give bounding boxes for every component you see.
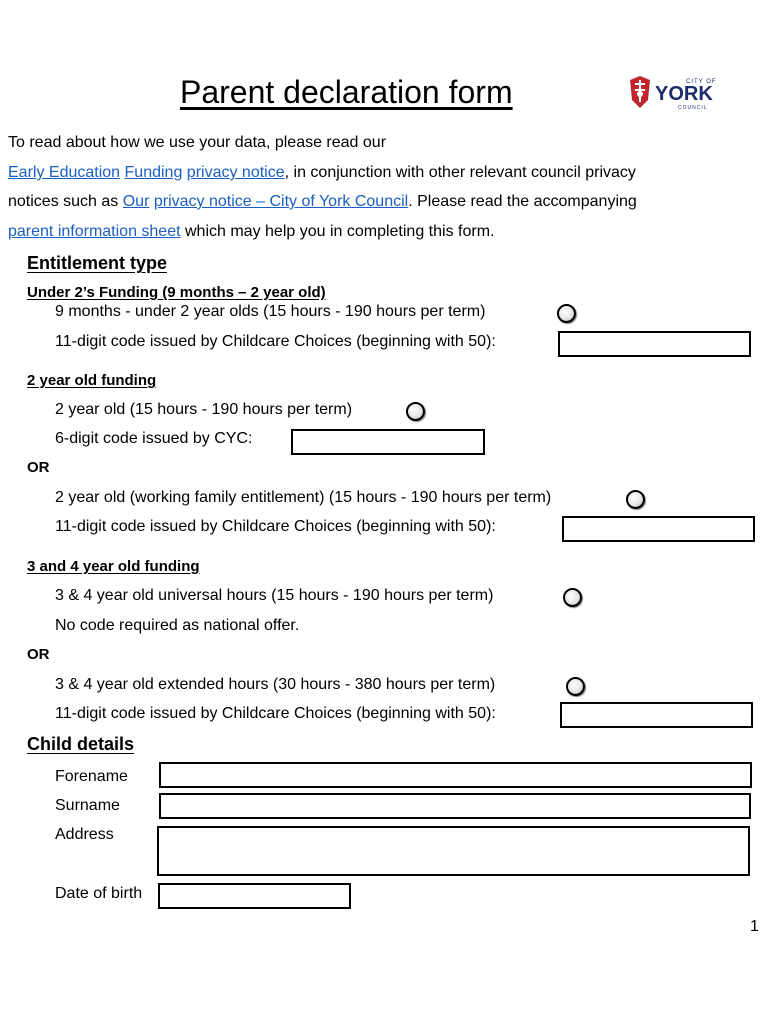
two-year-code-input[interactable] [291,429,485,455]
city-of-york-council-logo [628,74,728,114]
under2-code-input[interactable] [558,331,751,357]
logo-top-text: CITY OF [686,79,717,85]
three-four-extended-radio[interactable] [566,677,585,696]
under2-code-label: 11-digit code issued by Childcare Choices (beginning with 50): [55,333,496,350]
logo-main-text: YORK [655,83,713,105]
forename-input[interactable] [159,762,752,788]
our-link[interactable]: Our [122,193,150,210]
entitlement-heading: Entitlement type [27,253,168,273]
two-year-radio[interactable] [406,402,425,421]
intro-line-3 [8,193,637,211]
intro-line-2 [8,164,636,182]
privacy-notice-link[interactable]: privacy notice [186,164,285,181]
surname-label: Surname [55,797,120,814]
surname-input[interactable] [159,793,751,819]
council-privacy-notice-link[interactable]: privacy notice – City of York Council [153,193,409,210]
two-year-or-label: OR [27,459,50,476]
logo-bottom-text: COUNCIL [678,105,708,111]
two-year-code-label: 6-digit code issued by CYC: [55,430,253,447]
address-label: Address [55,826,114,843]
intro-line-1: To read about how we use your data, please read our [8,134,387,151]
dob-input[interactable] [158,883,351,909]
page-title: Parent declaration form [180,74,513,110]
three-four-universal-label: 3 & 4 year old universal hours (15 hours - 190 hours per term) [55,587,494,604]
intro-line-4 [8,223,494,241]
intro-line-4-rest: which may help you in completing this form. [180,223,495,240]
dob-label: Date of birth [55,885,143,902]
forename-label: Forename [55,768,128,785]
intro-line-3-rest: . Please read the accompanying [408,193,637,210]
two-year-wf-option-label: 2 year old (working family entitlement) (15 hours - 190 hours per term) [55,489,552,506]
early-education-link[interactable]: Early Education [8,164,121,181]
under2-radio[interactable] [557,304,576,323]
intro-line-2-rest: , in conjunction with other relevant council privacy [284,164,636,181]
three-four-extended-label: 3 & 4 year old extended hours (30 hours - 380 hours per term) [55,676,496,693]
two-year-option-label: 2 year old (15 hours - 190 hours per term) [55,401,353,418]
funding-link[interactable]: Funding [124,164,183,181]
address-input[interactable] [157,826,750,876]
three-four-universal-radio[interactable] [563,588,582,607]
three-four-heading: 3 and 4 year old funding [27,558,200,575]
under2-option-label: 9 months - under 2 year olds (15 hours - 190 hours per term) [55,303,486,320]
two-year-heading: 2 year old funding [27,372,157,389]
two-year-wf-radio[interactable] [626,490,645,509]
three-four-no-code-note: No code required as national offer. [55,617,300,634]
three-four-code-label: 11-digit code issued by Childcare Choices (beginning with 50): [55,705,496,722]
crest-icon [630,76,650,108]
intro-line-3-start: notices such as [8,193,123,210]
two-year-wf-code-label: 11-digit code issued by Childcare Choices (beginning with 50): [55,518,496,535]
three-four-or-label: OR [27,646,50,663]
page-number: 1 [750,918,759,935]
child-details-heading: Child details [27,734,135,754]
under2-heading: Under 2’s Funding (9 months – 2 year old) [27,284,326,301]
three-four-code-input[interactable] [560,702,753,728]
two-year-wf-code-input[interactable] [562,516,755,542]
parent-information-sheet-link[interactable]: parent information sheet [8,223,181,240]
